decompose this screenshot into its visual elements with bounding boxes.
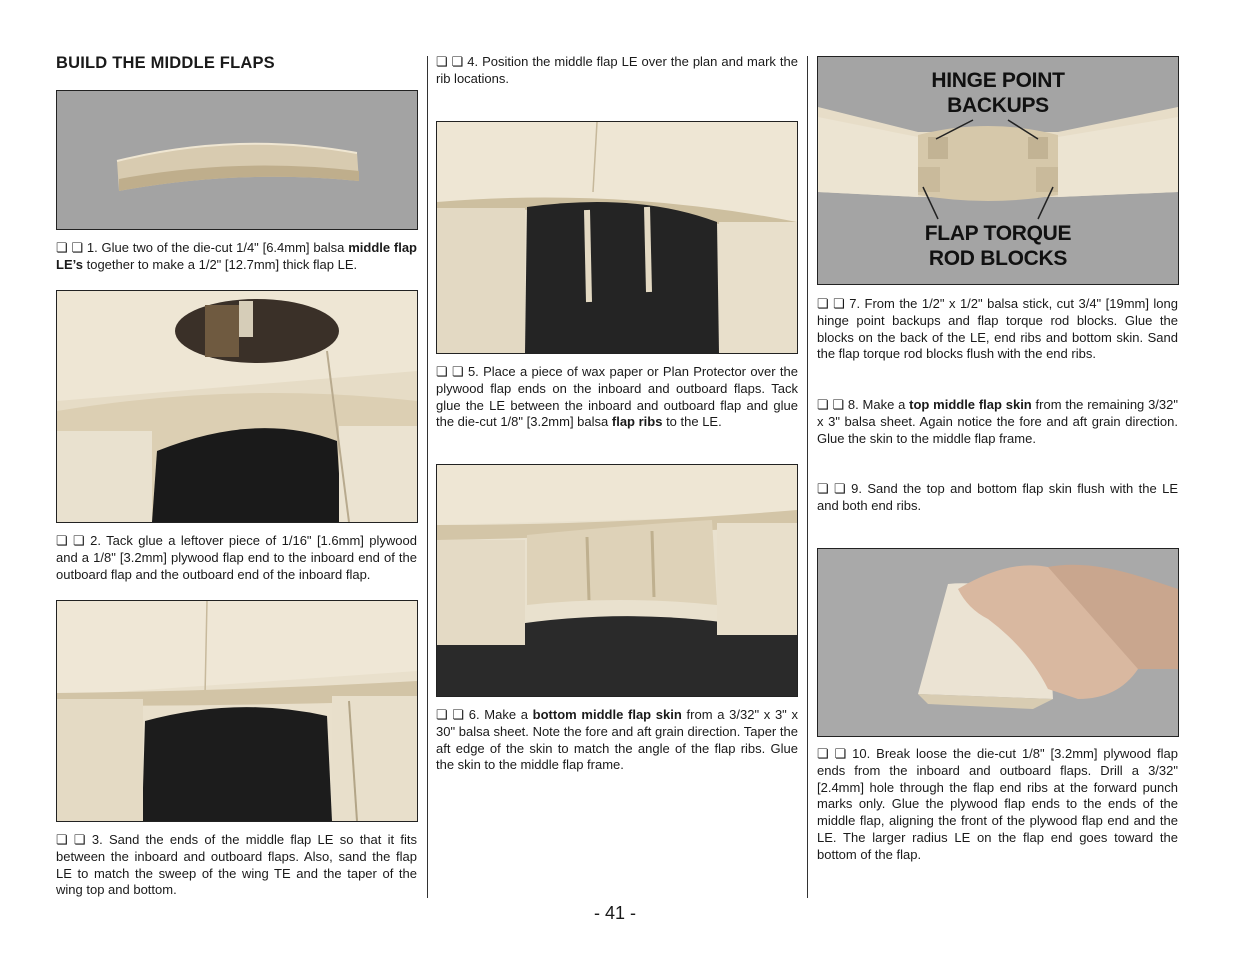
checkbox-icon[interactable]: ❏ ❏ bbox=[56, 533, 85, 548]
step-8-text: ❏ ❏ 8. Make a top middle flap skin from the remaining 3/32" x 3" balsa sheet. Again notice the fore and aft grain direction. Glue the skin to the middle flap frame. bbox=[817, 397, 1178, 446]
photo-position-flap-le bbox=[436, 121, 798, 354]
photo-tack-glue-flap-ends bbox=[56, 290, 418, 523]
checkbox-icon[interactable]: ❏ ❏ bbox=[56, 240, 84, 255]
step-6-text: ❏ ❏ 6. Make a bottom middle flap skin from a 3/32" x 3" x 30" balsa sheet. Note the fore and aft grain direction. Taper the aft edge of the skin to match the angle of the flap ribs. Glue the skin to the middle flap frame. bbox=[436, 707, 798, 773]
step-5-text: ❏ ❏ 5. Place a piece of wax paper or Plan Protector over the plywood flap ends on the inboard and outboard flaps. Tack glue the LE between the inboard and outboard flap and glue the die-cut 1/8" [3.2mm] balsa flap ribs to the LE. bbox=[436, 364, 798, 430]
checkbox-icon[interactable]: ❏ ❏ bbox=[436, 364, 464, 379]
checkbox-icon[interactable]: ❏ ❏ bbox=[817, 746, 847, 761]
checkbox-icon[interactable]: ❏ ❏ bbox=[436, 707, 465, 722]
photo-flap-ribs bbox=[436, 464, 798, 697]
photo-sanding-skin bbox=[817, 548, 1179, 737]
column-divider-left bbox=[427, 56, 428, 898]
step-9-text: ❏ ❏ 9. Sand the top and bottom flap skin flush with the LE and both end ribs. bbox=[817, 481, 1178, 513]
label-flap-torque-rod-blocks: FLAP TORQUE ROD BLOCKS bbox=[924, 222, 1072, 270]
column-divider-right bbox=[807, 56, 808, 898]
page-number: - 41 - bbox=[594, 903, 637, 923]
step-3-text: ❏ ❏ 3. Sand the ends of the middle flap LE so that it fits between the inboard and outboard flaps. Also, sand the flap LE to match the sweep of the wing TE and the taper of the wing top and bottom. bbox=[56, 832, 417, 898]
photo-flap-le bbox=[56, 90, 418, 230]
photo-sand-flap-le bbox=[56, 600, 418, 822]
checkbox-icon[interactable]: ❏ ❏ bbox=[56, 832, 86, 847]
photo-hinge-blocks bbox=[817, 56, 1179, 285]
checkbox-icon[interactable]: ❏ ❏ bbox=[817, 481, 846, 496]
checkbox-icon[interactable]: ❏ ❏ bbox=[436, 54, 464, 69]
step-10-text: ❏ ❏ 10. Break loose the die-cut 1/8" [3.2mm] plywood flap ends from the inboard and outboard flaps. Drill a 3/32" [2.4mm] hole through the flap end ribs at the forward punch marks only. Glue the plywood flap ends to the ends of the middle flap, aligning the front of the plywood flap end and the LE. The larger radius LE on the flap end goes toward the bottom of the flap. bbox=[817, 746, 1178, 862]
step-1-text: ❏ ❏ 1. Glue two of the die-cut 1/4" [6.4mm] balsa middle flap LE’s together to make a 1/2" [12.7mm] thick flap LE. bbox=[56, 240, 417, 272]
section-title: BUILD THE MIDDLE FLAPS bbox=[56, 54, 275, 72]
checkbox-icon[interactable]: ❏ ❏ bbox=[817, 397, 845, 412]
label-hinge-point-backups: HINGE POINT BACKUPS bbox=[931, 69, 1065, 117]
checkbox-icon[interactable]: ❏ ❏ bbox=[817, 296, 845, 311]
step-4-text: ❏ ❏ 4. Position the middle flap LE over the plan and mark the rib locations. bbox=[436, 54, 798, 86]
step-2-text: ❏ ❏ 2. Tack glue a leftover piece of 1/16" [1.6mm] plywood and a 1/8" [3.2mm] plywood flap end to the inboard end of the outboard flap and the outboard end of the inboard flap. bbox=[56, 533, 417, 582]
step-7-text: ❏ ❏ 7. From the 1/2" x 1/2" balsa stick, cut 3/4" [19mm] long hinge point backups and flap torque rod blocks. Glue the blocks on the back of the LE, end ribs and bottom skin. Sand the flap torque rod blocks flush with the end ribs. bbox=[817, 296, 1178, 362]
